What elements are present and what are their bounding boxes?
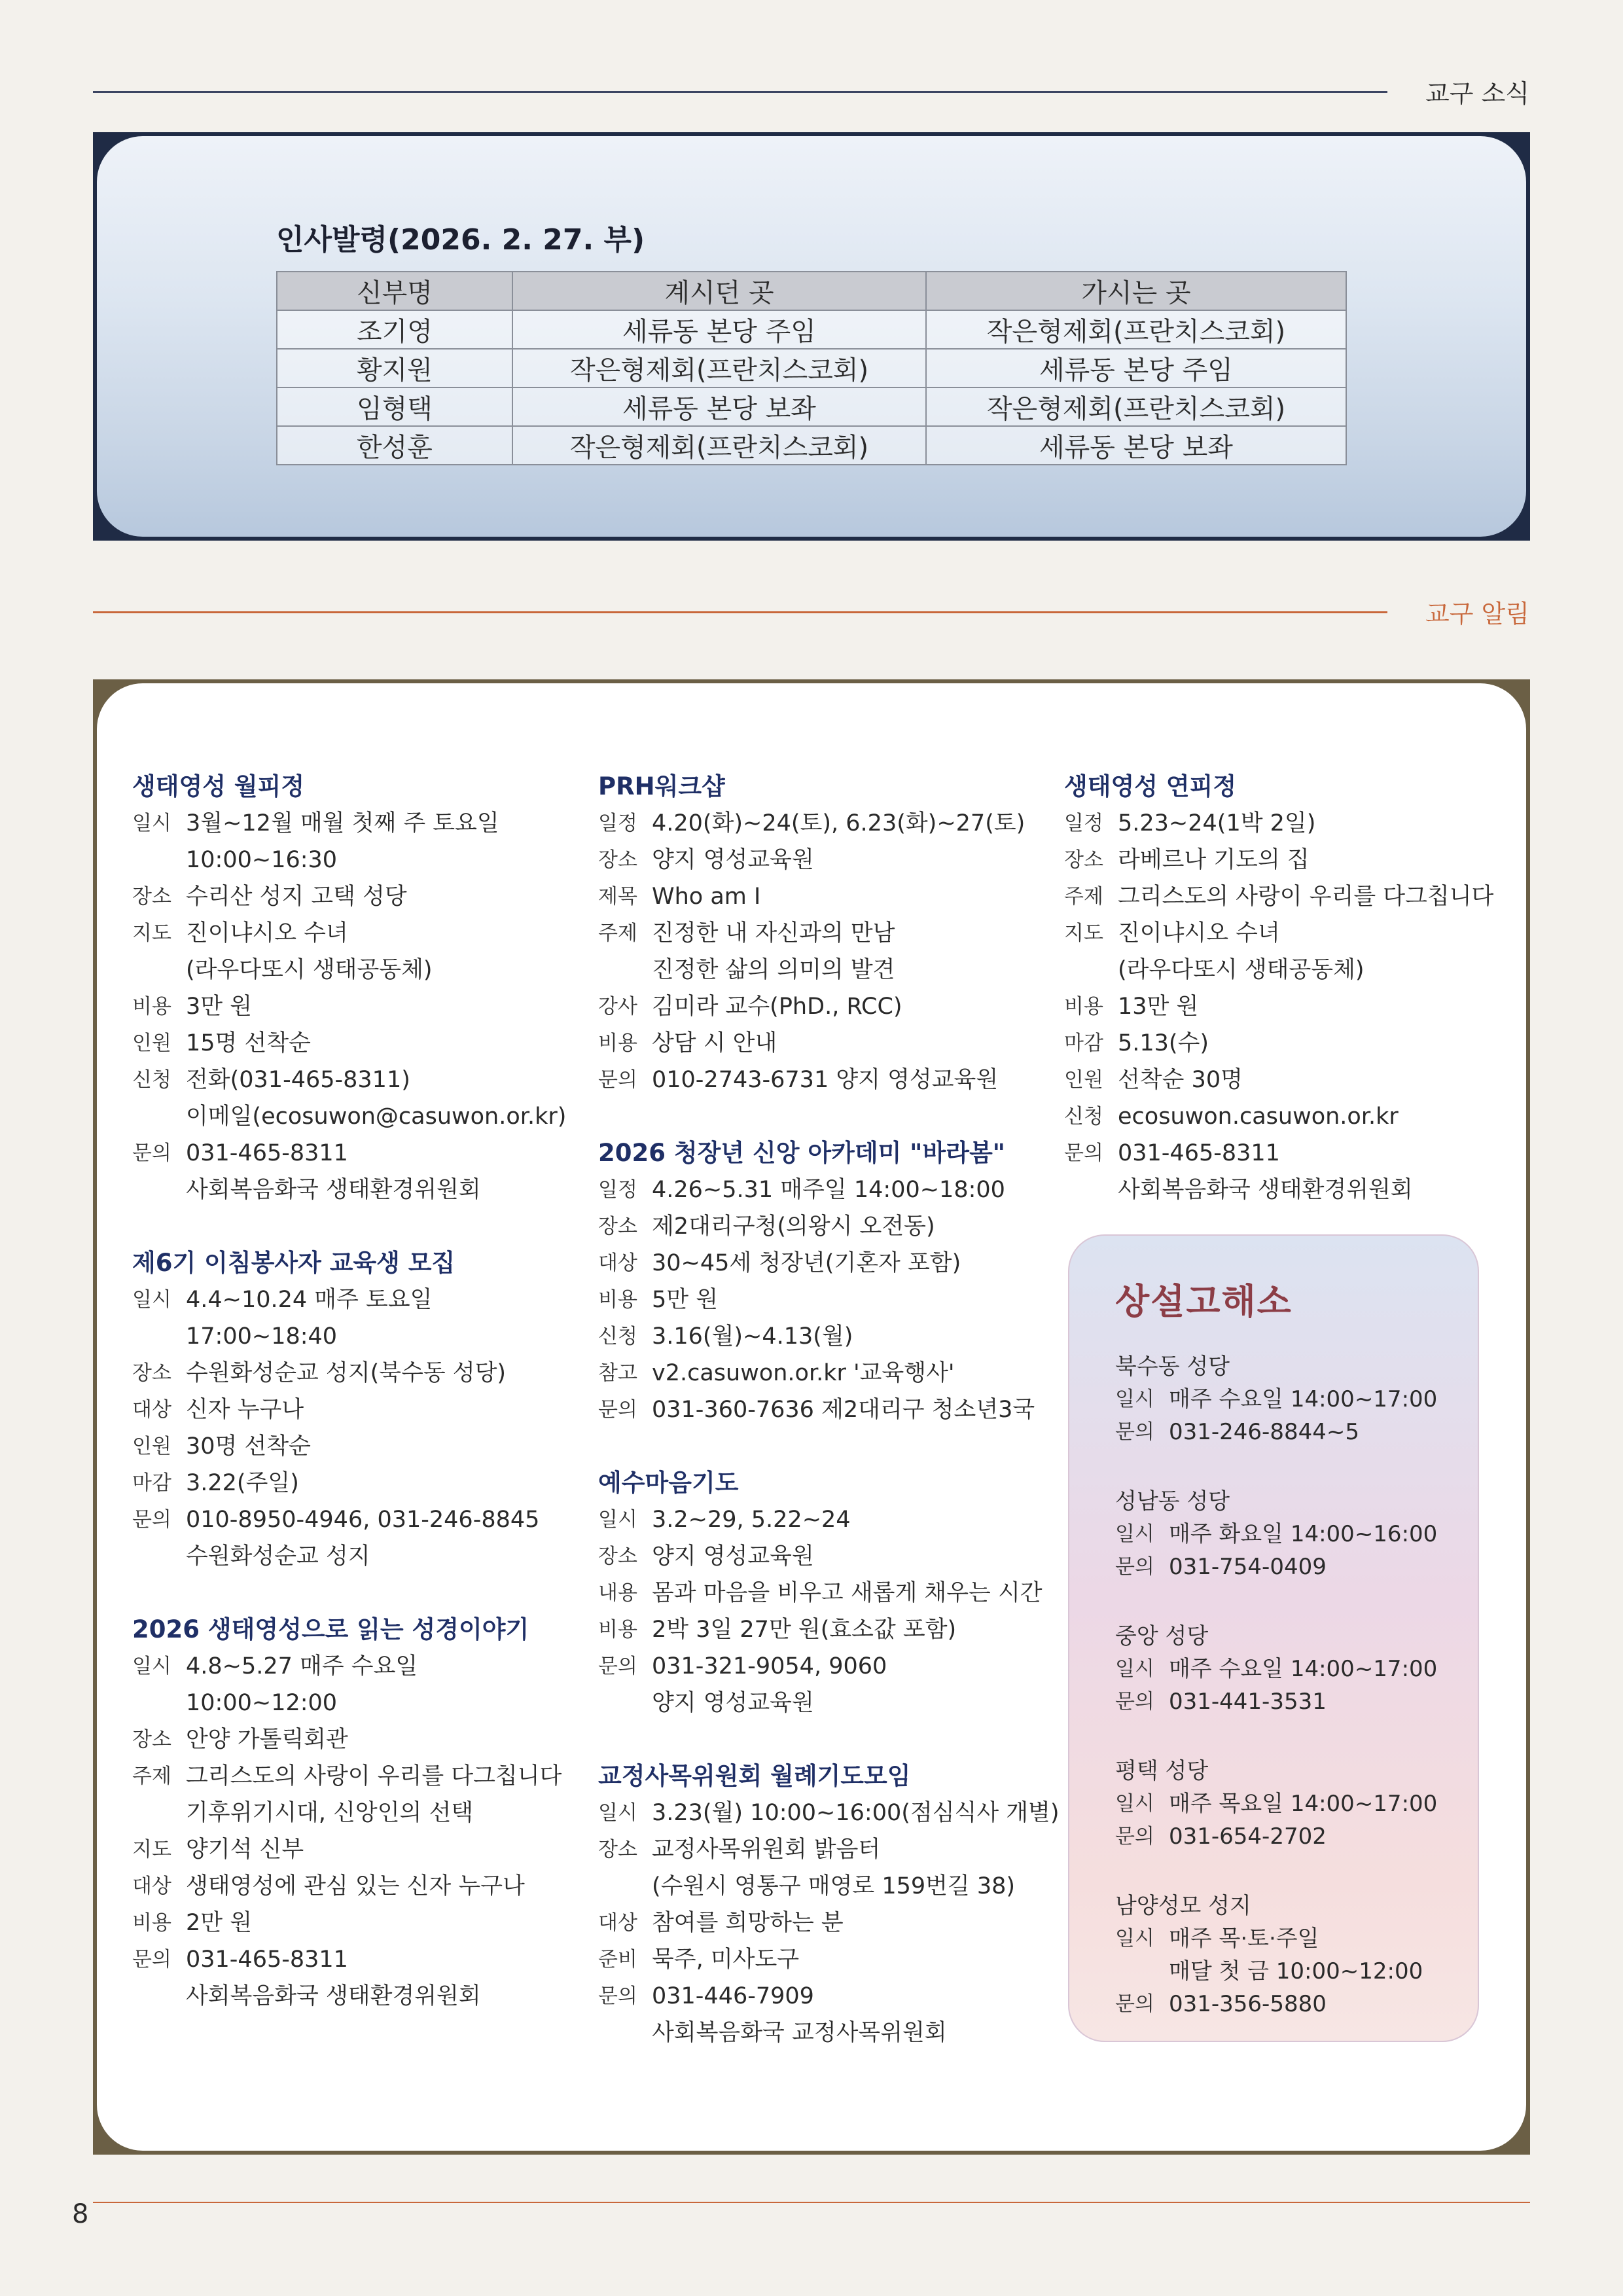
notice-row [1064,1025,1522,1062]
confession-row [1115,1416,1478,1448]
notice-value: 진이냐시오 수녀 [1118,920,1280,946]
notice-label: 제목 [598,885,637,908]
notice-row [1064,878,1522,915]
notice-value: 031-465-8311 [1118,1140,1280,1166]
notice-value: 010-2743-6731 양지 영성교육원 [652,1067,999,1093]
notice-row [598,1831,1069,1868]
notice-label: 일정 [598,812,637,835]
notice-row [598,1575,1069,1611]
notice-row [132,1318,590,1355]
notice-label [598,1685,652,1721]
notice-value: 4.8~5.27 매주 수요일 [186,1653,418,1679]
notice-label: 장소 [132,1361,171,1385]
confession-row [1115,1685,1478,1718]
confession-item [1115,1620,1478,1718]
notice-value: 사회복음화국 교정사목위원회 [652,2020,947,2046]
notice-label: 신청 [598,1325,637,1348]
table-row [277,349,1346,387]
notice-row [132,1355,590,1391]
column-header: 계시던 곳 [512,272,926,310]
section-title-news: 교구 소식 [1425,79,1529,108]
notice-label [132,1538,186,1575]
notice-label: 강사 [598,995,637,1018]
notice-title: 2026 생태영성으로 읽는 성경이야기 [132,1615,529,1643]
notice-value: 031-360-7636 제2대리구 청소년3국 [652,1397,1035,1423]
notice-row [132,988,590,1025]
confession-value: 매주 수요일 14:00~17:00 [1169,1656,1438,1682]
appointment-table-body [277,310,1346,465]
confession-title: 상설고해소 [1115,1280,1293,1322]
notice-label: 문의 [598,1068,637,1092]
notice-label: 신청 [1064,1105,1103,1128]
notice-value: 3.23(월) 10:00~16:00(점심식사 개별) [652,1800,1060,1826]
notice-label: 주제 [132,1765,171,1788]
notice-value: 5.13(수) [1118,1030,1209,1056]
notice-row [132,952,590,988]
notice-title: 2026 청장년 신앙 아카데미 "바라봄" [598,1139,1005,1167]
notice-row [598,1501,1069,1538]
notice-value: 이메일(ecosuwon@casuwon.or.kr) [186,1103,567,1130]
notice-value: 사회복음화국 생태환경위원회 [1118,1177,1413,1203]
notice-row [598,2015,1069,2051]
notice-row [598,1685,1069,1721]
notice-row [132,1868,590,1905]
notice-row [598,1868,1069,1905]
notice-row [132,805,590,842]
notice-value: v2.casuwon.or.kr '교육행사' [652,1360,955,1386]
notice-label: 문의 [132,1141,171,1165]
notice-value: 13만 원 [1118,994,1199,1020]
confession-value: 매주 목요일 14:00~17:00 [1169,1791,1438,1817]
notice-value: 수원화성순교 성지(북수동 성당) [186,1360,507,1386]
notice-row [132,1501,590,1538]
notice-label: 문의 [598,1398,637,1422]
table-cell: 작은형제회(프란치스코회) [512,426,926,465]
notice-title: 생태영성 연피정 [1064,772,1237,800]
notice-row [1064,1062,1522,1098]
table-row [277,426,1346,465]
notice-row [132,1025,590,1062]
notice-row [598,1025,1069,1062]
notice-column-1 [132,768,590,2051]
confession-value: 031-754-0409 [1169,1554,1327,1580]
notice-label: 대상 [132,1398,171,1422]
footer-divider [93,2202,1530,2203]
notice-label: 비용 [598,1288,637,1312]
confession-value: 매주 목·토·주일 [1169,1926,1319,1952]
notice-label [132,1685,186,1721]
notice-label: 장소 [1064,848,1103,872]
notice-label: 참고 [598,1361,637,1385]
notice-row [1064,1135,1522,1172]
confession-label: 일시 [1115,1388,1154,1411]
confession-value: 매주 화요일 14:00~16:00 [1169,1521,1438,1547]
notice-value: 교정사목위원회 밝음터 [652,1837,881,1863]
notice-value: 5.23~24(1박 2일) [1118,810,1316,836]
notice-label: 일정 [598,1178,637,1202]
notice-label: 문의 [1064,1141,1103,1165]
notice-title: 생태영성 월피정 [132,772,305,800]
notice-row [598,1208,1069,1245]
notice-value: 10:00~16:30 [186,847,338,873]
notice-label [132,952,186,988]
table-cell: 한성훈 [277,426,512,465]
table-cell: 작은형제회(프란치스코회) [512,349,926,387]
notice-column-3 [1064,768,1522,1245]
notice-value: 양기석 신부 [186,1837,304,1863]
notice-label: 일시 [132,1655,171,1678]
table-cell: 세류동 본당 보좌 [512,387,926,426]
notice-value: 4.26~5.31 매주일 14:00~18:00 [652,1177,1005,1203]
notice-value: 031-321-9054, 9060 [652,1653,887,1679]
table-cell: 황지원 [277,349,512,387]
notice-row [598,1282,1069,1318]
confession-value: 031-356-5880 [1169,1991,1327,2017]
notice-value: 진정한 내 자신과의 만남 [652,920,895,946]
notice-row [132,1135,590,1172]
confession-church-name: 북수동 성당 [1115,1354,1230,1380]
notice-label [1064,1172,1118,1208]
notice-row [598,805,1069,842]
notice-value: 라베르나 기도의 집 [1118,847,1310,873]
notice-row [132,1538,590,1575]
confession-row [1115,1988,1478,2020]
notice-label: 비용 [132,1911,171,1935]
notice-label: 인원 [1064,1068,1103,1092]
notice-label: 문의 [132,1508,171,1532]
notice-row [598,842,1069,878]
notice-row [598,1318,1069,1355]
notice-value: 수리산 성지 고택 성당 [186,884,407,910]
notice-row [598,1648,1069,1685]
notice-value: 김미라 교수(PhD., RCC) [652,994,902,1020]
notice-value: 010-8950-4946, 031-246-8845 [186,1507,540,1533]
notice-row [132,1978,590,2015]
confession-item [1115,1755,1478,1853]
confession-row [1115,1551,1478,1583]
notice-row [598,1978,1069,2015]
notice-value: 031-446-7909 [652,1983,814,2009]
table-row [277,387,1346,426]
notice-label: 문의 [598,1655,637,1678]
appointment-title: 인사발령(2026. 2. 27. 부) [276,223,645,257]
table-cell: 세류동 본당 주임 [926,349,1346,387]
notice-title: PRH워크샵 [598,772,725,800]
notice-value: 안양 가톨릭회관 [186,1727,348,1753]
notice-label: 비용 [132,995,171,1018]
confession-row [1115,1383,1478,1416]
notice-label [132,1318,186,1355]
appointment-table [276,271,1347,465]
confession-label: 문의 [1115,1825,1154,1848]
notice-block [598,1465,1069,1721]
notice-label [132,1172,186,1208]
confession-row [1115,1955,1478,1988]
notice-value: 전화(031-465-8311) [186,1067,410,1093]
notice-row [598,1391,1069,1428]
notice-value: 2만 원 [186,1910,253,1936]
notice-label: 비용 [598,1618,637,1641]
notice-value: ecosuwon.casuwon.or.kr [1118,1103,1399,1130]
notice-value: 몸과 마음을 비우고 새롭게 채우는 시간 [652,1580,1043,1606]
notice-label: 장소 [132,1728,171,1751]
notice-value: 참여를 희망하는 분 [652,1910,844,1936]
notice-row [1064,842,1522,878]
confession-label: 일시 [1115,1522,1154,1546]
notice-value: 3월~12월 매월 첫째 주 토요일 [186,810,499,836]
confession-church-name: 중앙 성당 [1115,1623,1209,1649]
notice-label: 장소 [598,1215,637,1238]
notice-row [598,915,1069,952]
notice-block [132,768,590,1208]
notice-row [132,1905,590,1941]
notice-label: 비용 [598,1031,637,1055]
notice-row [132,1648,590,1685]
notice-value: 기후위기시대, 신앙인의 선택 [186,1800,474,1826]
notice-value: 사회복음화국 생태환경위원회 [186,1983,481,2009]
notice-row [598,1172,1069,1208]
confession-box [1068,1234,1479,2042]
notice-row [132,1685,590,1721]
notice-row [132,915,590,952]
confession-row [1115,1518,1478,1551]
notice-value: 3.16(월)~4.13(월) [652,1323,853,1350]
notice-label: 대상 [132,1874,171,1898]
notice-row [1064,915,1522,952]
notice-label [132,842,186,878]
notice-label: 비용 [1064,995,1103,1018]
notice-label: 문의 [598,1984,637,2008]
confession-row [1115,1820,1478,1853]
notice-label: 장소 [598,848,637,872]
table-row [277,310,1346,349]
notice-label [132,1098,186,1135]
confession-label: 일시 [1115,1792,1154,1816]
notice-row [598,1245,1069,1282]
notice-label: 일정 [1064,812,1103,835]
notice-value: 15명 선착순 [186,1030,311,1056]
confession-row [1115,1653,1478,1685]
notice-row [598,878,1069,915]
notice-value: 031-465-8311 [186,1140,348,1166]
notice-row [132,1795,590,1831]
notice-label: 일시 [598,1801,637,1825]
notice-title: 교정사목위원회 월례기도모임 [598,1762,911,1790]
notice-block [598,1135,1069,1428]
notice-row [1064,988,1522,1025]
notice-value: 3.2~29, 5.22~24 [652,1507,851,1533]
notice-block [598,1758,1069,2051]
notice-block [132,1245,590,1575]
notice-label [132,1978,186,2015]
notice-title: 예수마음기도 [598,1469,739,1497]
notice-row [598,1611,1069,1648]
notice-label: 인원 [132,1031,171,1055]
notice-value: 10:00~12:00 [186,1690,338,1716]
notice-value: 사회복음화국 생태환경위원회 [186,1177,481,1203]
notice-label: 대상 [598,1251,637,1275]
notice-value: (수원시 영통구 매영로 159번길 38) [652,1873,1016,1899]
notice-label: 장소 [598,1545,637,1568]
column-header: 가시는 곳 [926,272,1346,310]
table-cell: 작은형제회(프란치스코회) [926,310,1346,349]
notice-row [132,1831,590,1868]
confession-value: 031-246-8844~5 [1169,1419,1359,1445]
notice-label: 지도 [1064,922,1103,945]
notice-label: 신청 [132,1068,171,1092]
notice-label: 준비 [598,1948,637,1971]
notice-value: 3만 원 [186,994,253,1020]
table-cell: 세류동 본당 보좌 [926,426,1346,465]
notice-label: 일시 [132,812,171,835]
notice-value: 양지 영성교육원 [652,1543,814,1570]
notice-title: 제6기 이침봉사자 교육생 모집 [132,1249,455,1277]
confession-church-name: 평택 성당 [1115,1758,1209,1784]
notice-label [132,1795,186,1831]
notice-label: 대상 [598,1911,637,1935]
section-divider-news [93,91,1387,93]
notice-value: 031-465-8311 [186,1946,348,1973]
confession-label: 문의 [1115,1420,1154,1444]
confession-label: 문의 [1115,1992,1154,2016]
confession-label: 문의 [1115,1555,1154,1579]
notice-row [132,842,590,878]
notice-value: 신자 누구나 [186,1397,304,1423]
notice-row [132,1758,590,1795]
notice-label [598,2015,652,2051]
section-title-notice: 교구 알림 [1425,600,1529,628]
notice-value: 17:00~18:40 [186,1323,338,1350]
notice-label: 주제 [1064,885,1103,908]
notice-block [1064,768,1522,1208]
confession-value: 매주 수요일 14:00~17:00 [1169,1386,1438,1412]
notice-row [132,1282,590,1318]
notice-block [132,1611,590,2015]
confession-church-name: 남양성모 성지 [1115,1893,1251,1919]
confession-value: 031-654-2702 [1169,1823,1327,1850]
notice-value: Who am I [652,884,761,910]
notice-row [132,878,590,915]
confession-label: 문의 [1115,1690,1154,1713]
confession-label: 일시 [1115,1657,1154,1681]
confession-label: 일시 [1115,1927,1154,1950]
notice-row [132,1391,590,1428]
notice-value: 수원화성순교 성지 [186,1543,370,1570]
notice-row [1064,805,1522,842]
notice-label: 문의 [132,1948,171,1971]
notice-column-2 [598,768,1069,2088]
confession-row [1115,1922,1478,1955]
section-divider-notice [93,611,1387,613]
notice-label: 내용 [598,1581,637,1605]
notice-value: 4.4~10.24 매주 토요일 [186,1287,433,1313]
notice-row [132,1062,590,1098]
notice-label: 마감 [1064,1031,1103,1055]
notice-label: 지도 [132,1838,171,1861]
table-cell: 작은형제회(프란치스코회) [926,387,1346,426]
notice-value: 5만 원 [652,1287,719,1313]
notice-row [132,1098,590,1135]
notice-value: 묵주, 미사도구 [652,1946,800,1973]
column-header: 신부명 [277,272,512,310]
notice-label: 주제 [598,922,637,945]
notice-block [598,768,1069,1098]
notice-label [598,1868,652,1905]
notice-value: 3.22(주일) [186,1470,299,1496]
notice-label: 지도 [132,922,171,945]
notice-value: 진정한 삶의 의미의 발견 [652,957,895,983]
notice-row [598,952,1069,988]
notice-value: 제2대리구청(의왕시 오전동) [652,1213,935,1240]
notice-row [1064,1172,1522,1208]
notice-row [132,1465,590,1501]
confession-value: 매달 첫 금 10:00~12:00 [1169,1958,1423,1984]
notice-value: 생태영성에 관심 있는 신자 누구나 [186,1873,525,1899]
confession-list [1115,1350,1478,2020]
notice-row [598,1941,1069,1978]
confession-label [1115,1955,1169,1988]
notice-value: 30명 선착순 [186,1433,311,1460]
notice-value: 상담 시 안내 [652,1030,777,1056]
confession-church-name: 성남동 성당 [1115,1488,1230,1515]
notice-row [598,1538,1069,1575]
notice-row [598,1905,1069,1941]
table-cell: 세류동 본당 주임 [512,310,926,349]
notice-row [598,988,1069,1025]
table-cell: 임형택 [277,387,512,426]
notice-label: 장소 [132,885,171,908]
notice-value: 진이냐시오 수녀 [186,920,348,946]
confession-item [1115,1485,1478,1583]
notice-row [132,1172,590,1208]
notice-label: 장소 [598,1838,637,1861]
notice-label: 인원 [132,1435,171,1458]
notice-value: 양지 영성교육원 [652,1690,814,1716]
notice-value: 양지 영성교육원 [652,847,814,873]
notice-label [1064,952,1118,988]
notice-value: 선착순 30명 [1118,1067,1243,1093]
confession-item [1115,1890,1478,2020]
table-header-row [277,272,1346,310]
confession-row [1115,1787,1478,1820]
notice-label [598,952,652,988]
notice-row [1064,1098,1522,1135]
confession-value: 031-441-3531 [1169,1689,1327,1715]
table-cell: 조기영 [277,310,512,349]
notice-value: 그리스도의 사랑이 우리를 다그칩니다 [186,1763,562,1789]
confession-item [1115,1350,1478,1448]
notice-value: 4.20(화)~24(토), 6.23(화)~27(토) [652,810,1026,836]
notice-label: 일시 [132,1288,171,1312]
notice-row [132,1428,590,1465]
notice-label: 일시 [598,1508,637,1532]
notice-value: 30~45세 청장년(기혼자 포함) [652,1250,961,1276]
page-number: 8 [72,2199,89,2229]
notice-value: (라우다또시 생태공동체) [186,957,433,983]
notice-value: 그리스도의 사랑이 우리를 다그칩니다 [1118,884,1494,910]
notice-value: 2박 3일 27만 원(효소값 포함) [652,1617,957,1643]
notice-label: 마감 [132,1471,171,1495]
notice-row [132,1721,590,1758]
notice-value: (라우다또시 생태공동체) [1118,957,1364,983]
notice-row [598,1795,1069,1831]
notice-row [132,1941,590,1978]
notice-row [598,1062,1069,1098]
notice-row [598,1355,1069,1391]
notice-row [1064,952,1522,988]
